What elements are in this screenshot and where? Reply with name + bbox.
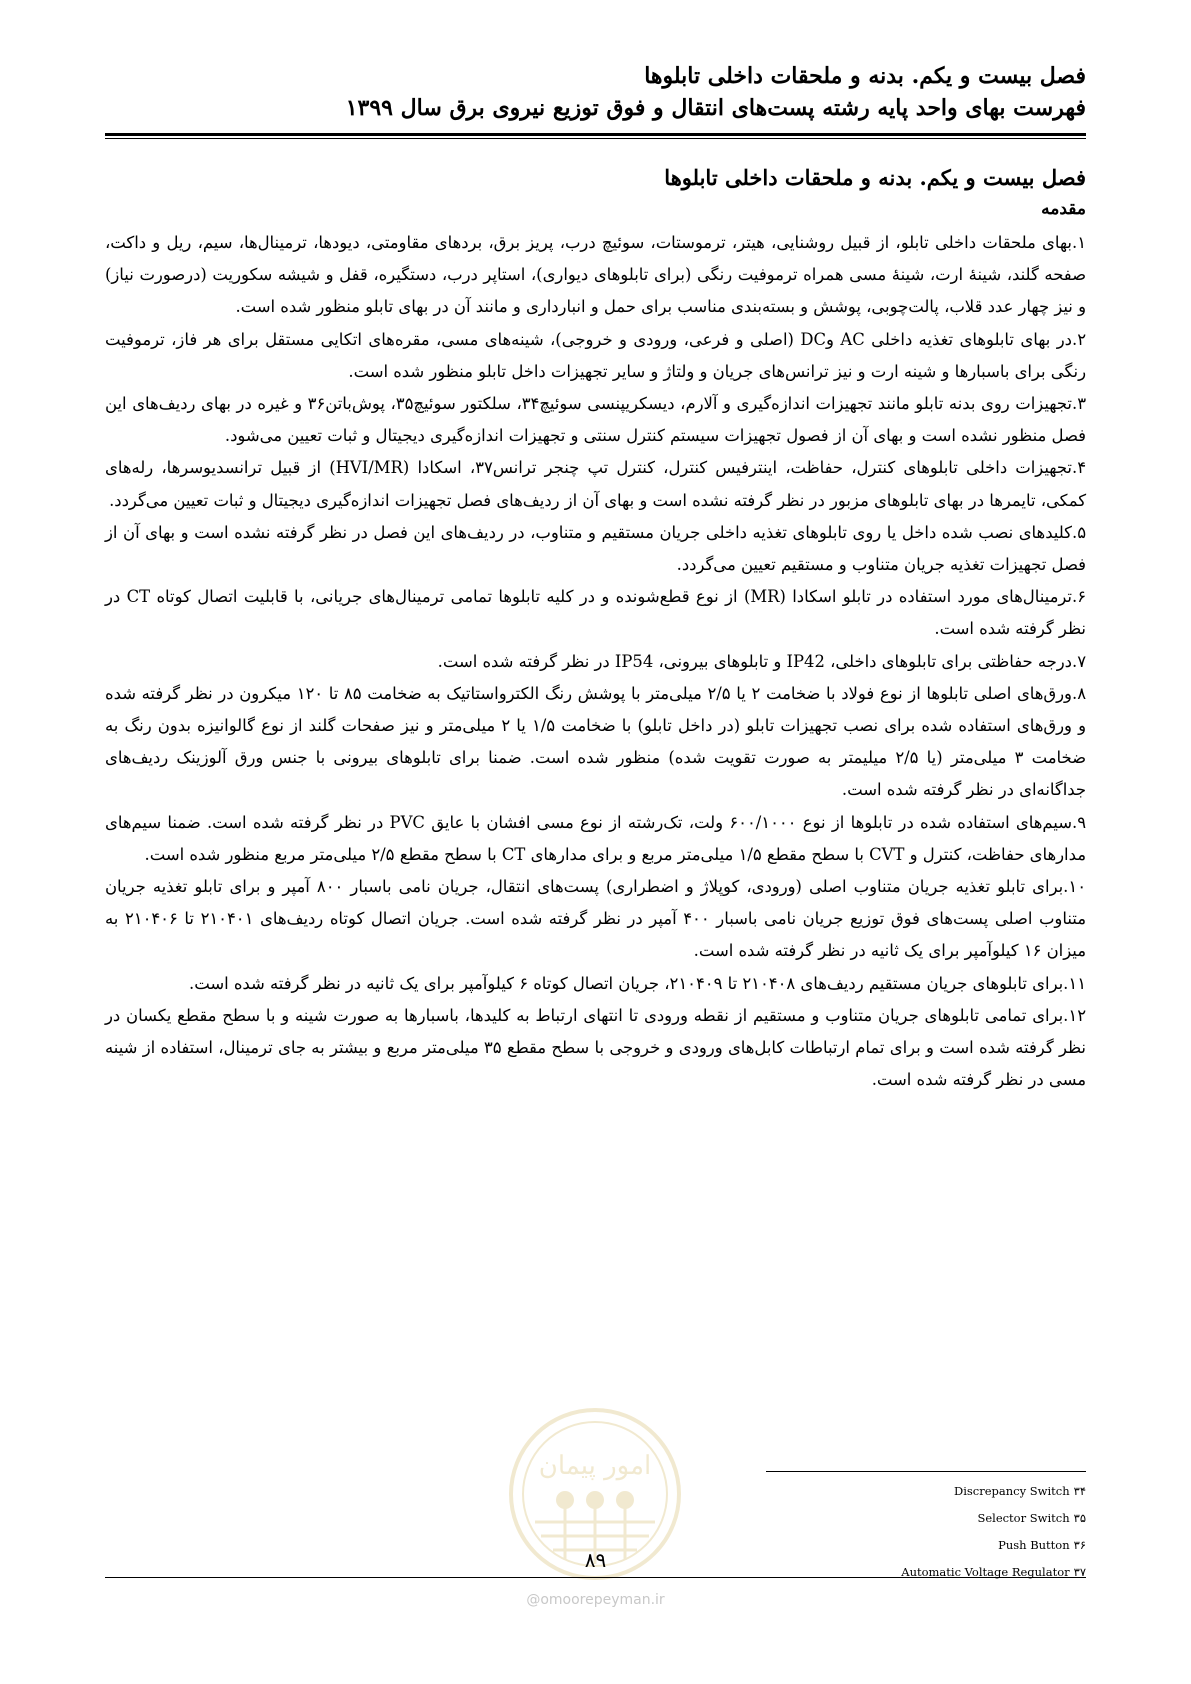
paragraph-1: ۱.بهای ملحقات داخلی تابلو، از قبیل روشنایی، هیتر، ترموستات، سوئیچ درب، پریز برق، بردهای مقاومتی، دیودها، ترمینال‌ها، سیم، ریل و داکت، صفحه گلند، شینهٔ ارت، شینهٔ مسی همراه ترموفیت رنگی (برای تابلوهای دیواری)، استاپر درب، دستگیره، قفل و شیشه سکوریت (درصورت نیاز) و نیز چهار عدد قلاب، پالت‌چوبی، پوشش و بسته‌بندی مناسب برای حمل و انبارداری و مانند آن در بهای تابلو منظور شده است. xyxy=(105,233,1086,317)
paragraph-12: ۱۲.برای تمامی تابلوهای جریان متناوب و مستقیم از نقطه ورودی تا انتهای ارتباط به کلیدها، باسبارها به صورت شینه و با سطح مقطع یکسان در نظر گرفته شده است و برای تمام ارتباطات کابل‌های ورودی و خروجی با سطح مقطع ۳۵ میلی‌متر مربع و بیشتر به جای ترمینال، استفاده از شینه مسی در نظر گرفته شده است. xyxy=(105,1005,1086,1090)
footer-rule xyxy=(105,1577,1086,1578)
footnote-text: Selector Switch xyxy=(977,1511,1070,1525)
footnote-text: Discrepancy Switch xyxy=(954,1484,1070,1498)
footnote-number: ۳۴ xyxy=(1073,1484,1086,1498)
footnote-text: Automatic Voltage Regulator xyxy=(901,1565,1070,1579)
paragraph-10: ۱۰.برای تابلو تغذیه جریان متناوب اصلی (ورودی، کوپلاژ و اضطراری) پست‌های انتقال، جریان نامی باسبار ۸۰۰ آمپر و برای تابلو تغذیه جریان متناوب اصلی پست‌های فوق توزیع جریان نامی باسبار ۴۰۰ آمپر در نظر گرفته شده است. جریان اتصال کوتاه ردیف‌های ۲۱۰۴۰۱ تا ۲۱۰۴۰۶ به میزان ۱۶ کیلوآمپر برای یک ثانیه در نظر گرفته شده است. xyxy=(105,877,1087,961)
header-rule-thin xyxy=(105,138,1086,139)
header-book-line: فهرست بهای واحد پایه رشته پست‌های انتقال و فوق توزیع نیروی برق سال ۱۳۹۹ xyxy=(345,95,1086,121)
footnote-rule xyxy=(766,1471,1086,1472)
paragraph-4: ۴.تجهیزات داخلی تابلوهای کنترل، حفاظت، اینترفیس کنترل، کنترل تپ چنجر ترانس۳۷، اسکادا (HVI/MR) از قبیل ترانسدیوسرها، رله‌های کمکی، تایمرها در بهای تابلوهای مزبور در نظر گرفته نشده است و بهای آن از ردیف‌های فصل تجهیزات اندازه‌گیری دیجیتال و ثبات تعیین می‌گردد. xyxy=(105,458,1087,510)
paragraph-8: ۸.ورق‌های اصلی تابلوها از نوع فولاد با ضخامت ۲ یا ۲/۵ میلی‌متر با پوشش رنگ الکترواستاتیک به ضخامت ۸۵ تا ۱۲۰ میکرون در نظر گرفته شده و ورق‌های استفاده شده برای نصب تجهیزات تابلو (در داخل تابلو) با ضخامت ۱/۵ یا ۲ میلی‌متر و نیز صفحات گلند از نوع گالوانیزه بدون رنگ به ضخامت ۳ میلی‌متر (یا ۲/۵ میلیمتر به صورت تقویت شده) منظور شده است. ضمنا برای تابلوهای بیرونی با جنس ورق آلوزینک ردیف‌های جداگانه‌ای در نظر گرفته شده است. xyxy=(105,683,1086,800)
header-rule-thick xyxy=(105,133,1086,136)
paragraph-5: ۵.کلیدهای نصب شده داخل یا روی تابلوهای تغذیه داخلی جریان مستقیم و متناوب، در ردیف‌های این فصل در نظر گرفته نشده است و بهای آن از فصل تجهیزات تغذیه جریان متناوب و مستقیم تعیین می‌گردد. xyxy=(105,522,1086,575)
footnote-item xyxy=(901,1505,1086,1532)
footnote-item xyxy=(901,1478,1086,1505)
intro-heading: مقدمه xyxy=(1041,199,1086,219)
paragraph-6: ۶.ترمینال‌های مورد استفاده در تابلو اسکادا (MR) از نوع قطع‌شونده و در کلیه تابلوها تمامی ترمینال‌های جریانی، با قابلیت اتصال کوتاه CT در نظر گرفته شده است. xyxy=(105,587,1086,639)
paragraph-3: ۳.تجهیزات روی بدنه تابلو مانند تجهیزات اندازه‌گیری و آلارم، دیسکریپنسی سوئیچ۳۴، سلکتور سوئیچ۳۵، پوش‌باتن۳۶ و غیره در بهای ردیف‌های این فصل منظور نشده است و بهای آن از فصول تجهیزات سیستم کنترل سنتی و تجهیزات اندازه‌گیری دیجیتال و ثبات تعیین می‌شود. xyxy=(105,394,1086,446)
footnote-number: ۳۶ xyxy=(1073,1538,1086,1552)
watermark-site: @omoorepeyman.ir xyxy=(526,1592,665,1608)
page-number: ۸۹ xyxy=(584,1548,607,1572)
footnote-text: Push Button xyxy=(998,1538,1070,1552)
main-content xyxy=(105,163,1086,1096)
chapter-title: فصل بیست و یکم. بدنه و ملحقات داخلی تابلوها xyxy=(664,165,1086,190)
paragraph-9: ۹.سیم‌های استفاده شده در تابلوها از نوع ۶۰۰/۱۰۰۰ ولت، تک‌رشته از نوع مسی افشان با عایق PVC در نظر گرفته شده است. ضمنا سیم‌های مدارهای حفاظت، کنترل و CVT با سطح مقطع ۱/۵ میلی‌متر مربع و برای مدارهای CT با سطح مقطع ۲/۵ میلی‌متر مربع منظور شده است. xyxy=(105,812,1086,864)
paragraph-7: ۷.درجه حفاظتی برای تابلوهای داخلی، IP42 و تابلوهای بیرونی، IP54 در نظر گرفته شده است. xyxy=(437,651,1086,671)
header-chapter-line: فصل بیست و یکم. بدنه و ملحقات داخلی تابلوها xyxy=(644,63,1086,89)
footnote-number: ۳۵ xyxy=(1073,1511,1086,1525)
watermark-logo-text: امور پیمان xyxy=(538,1451,652,1481)
paragraph-2: ۲.در بهای تابلوهای تغذیه داخلی AC وDC (اصلی و فرعی، ورودی و خروجی)، شینه‌های مسی، مقره‌های اتکایی مستقل برای هر فاز، ترموفیت رنگی برای باسبارها و شینه ارت و نیز ترانس‌های جریان و ولتاژ و سایر تجهیزات داخل تابلو منظور شده است. xyxy=(105,329,1086,381)
running-header xyxy=(346,60,1086,124)
paragraph-11: ۱۱.برای تابلوهای جریان مستقیم ردیف‌های ۲۱۰۴۰۸ تا ۲۱۰۴۰۹، جریان اتصال کوتاه ۶ کیلوآمپر برای یک ثانیه در نظر گرفته شده است. xyxy=(189,973,1086,993)
footnote-number: ۳۷ xyxy=(1073,1565,1086,1579)
